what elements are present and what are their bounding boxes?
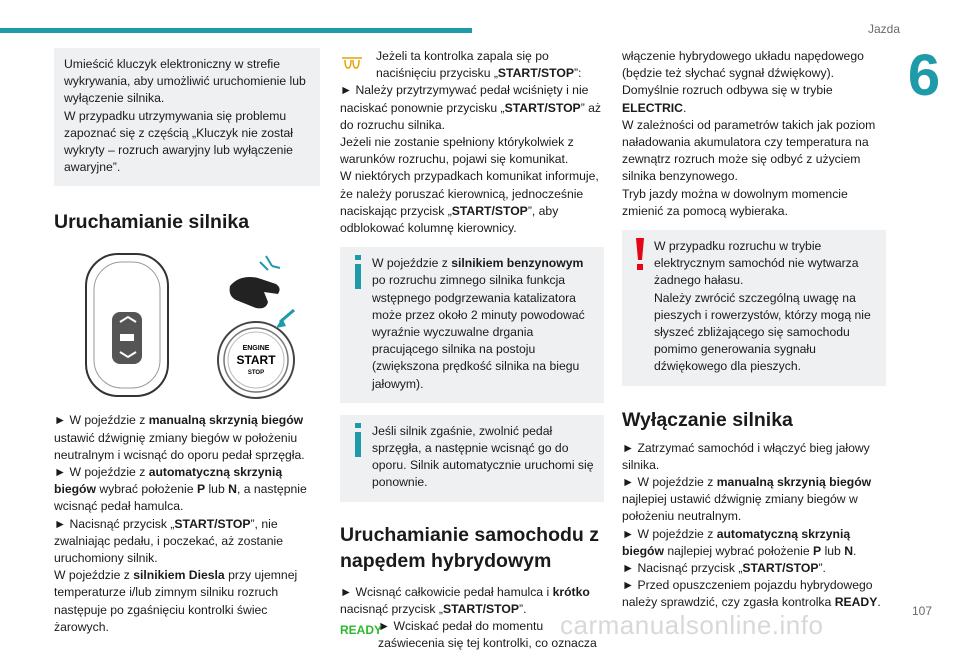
key-fob-icon — [86, 254, 168, 396]
info-box-stall: Jeśli silnik zgaśnie, zwolnić pedał sprzęgła, a następnie wcisnąć go do oporu. Silnik automatycznie uruchomi się ponownie. — [340, 415, 604, 502]
section-title: Jazda — [867, 22, 900, 36]
lamp-text-1: Jeżeli ta kontrolka zapala się po naciśnięciu przycisku „START/STOP”: — [376, 49, 582, 81]
info-box-petrol: W pojeździe z silnikiem benzynowym po rozruchu zimnego silnika funkcja wstępnego podgrzewania katalizatora może przez około 2 minuty powodować wyraźnie wyczuwalne drgania pracującego silnika na postoju (zwiększona prędkość silnika na biegu jałowym). — [340, 247, 604, 403]
para-press-start-stop: ► Nacisnąć przycisk „START/STOP”, nie zwalniając pedału, i poczekać, aż zostanie uruchomiony silnik. — [54, 516, 283, 566]
para-stop-4: ► Nacisnąć przycisk „START/STOP”. — [622, 561, 826, 576]
info-icon — [348, 255, 368, 289]
glow-plug-warning-icon — [340, 54, 364, 70]
lamp-text-4: W niektórych przypadkach komunikat informuje, że należy poruszać kierownicą, jednocześnie naciskając przycisk „START/STOP”, aby odblokować kolumnę kierownicy. — [340, 169, 599, 236]
para-stop-5: ► Przed opuszczeniem pojazdu hybrydowego należy sprawdzić, czy zgasła kontrolka READY. — [622, 578, 881, 610]
note-key-text: Umieścić kluczyk elektroniczny w strefie wykrywania, aby umożliwić uruchomienie lub wyłączenie silnika. W przypadku utrzymywania się problemu zapoznać się z częścią „Kluczyk nie został wykryty – rozruch awaryjny lub wyłączenie awaryjne”. — [64, 57, 306, 175]
ready-lamp-icon: READY — [340, 623, 383, 638]
button-label-start: START — [236, 353, 276, 368]
heading-stop-engine: Wyłączanie silnika — [622, 408, 793, 431]
para-ready: ► Wciskać pedał do momentu zaświecenia się tej kontrolki, co oznacza — [378, 619, 597, 651]
para-hybrid-on: włączenie hybrydowego układu napędowego (będzie też słychać sygnał dźwiękowy). — [622, 49, 864, 81]
note-box-key — [54, 48, 320, 186]
para-stop-1: ► Zatrzymać samochód i włączyć bieg jałowy silnika. — [622, 440, 870, 472]
heading-start-hybrid: Uruchamianie samochodu z napędem hybrydowym — [340, 523, 599, 572]
para-diesel: W pojeździe z silnikiem Diesla przy ujemnej temperaturze i/lub zimnym silniku rozruch następuje po zgaśnięciu kontrolki świec żarowych. — [54, 568, 298, 634]
header-accent-bar — [0, 28, 472, 33]
para-manual-gearbox: ► W pojeździe z manualną skrzynią biegów ustawić dźwignię zmiany biegów w położeniu neutralnym i wcisnąć do oporu pedał sprzęgła. — [54, 413, 305, 462]
para-stop-2: ► W pojeździe z manualną skrzynią biegów najlepiej ustawić dźwignię zmiany biegów w położeniu neutralnym. — [622, 475, 872, 524]
para-automatic-gearbox: ► W pojeździe z automatyczną skrzynią biegów wybrać położenie P lub N, a następnie wcisnąć pedał hamulca. — [54, 465, 307, 514]
engine-start-stop-button-icon — [218, 310, 294, 398]
lamp-text-3: Jeżeli nie zostanie spełniony którykolwiek z warunków rozruchu, pojawi się komunikat. — [340, 135, 574, 167]
column-3 — [622, 48, 886, 612]
button-label-stop: STOP — [247, 370, 265, 377]
para-petrol-start: W zależności od parametrów takich jak poziom naładowania akumulatora czy temperatura na zewnątrz rozruch może się odbyć z użyciem silnika benzynowego. — [622, 117, 876, 184]
heading-start-engine: Uruchamianie silnika — [54, 211, 250, 234]
column-1 — [54, 48, 320, 636]
para-default-mode: Domyślnie rozruch odbywa się w trybie ELECTRIC. — [622, 83, 833, 115]
watermark: carmanualsonline.info — [560, 610, 824, 640]
lamp-notice — [340, 48, 604, 82]
start-engine-illustration — [80, 252, 330, 400]
page-number: 107 — [911, 604, 932, 618]
para-hybrid-brake: ► Wcisnąć całkowicie pedał hamulca i krótko nacisnąć przycisk „START/STOP”. — [340, 584, 590, 616]
chapter-number: 6 — [888, 40, 960, 112]
hand-press-icon — [230, 256, 280, 308]
para-stop-3: ► W pojeździe z automatyczną skrzynią biegów najlepiej wybrać położenie P lub N. — [622, 526, 857, 558]
warning-icon — [630, 238, 650, 272]
warning-box-silent: W przypadku rozruchu w trybie elektrycznym samochód nie wytwarza żadnego hałasu. Należy zwrócić szczególną uwagę na pieszych i rowerzystów, którzy mogą nie słyszeć zbliżającego się samochodu pomimo generowania sygnału dźwiękowego dla pieszych. — [622, 230, 886, 386]
para-mode-change: Tryb jazdy można w dowolnym momencie zmienić za pomocą wybieraka. — [622, 186, 848, 218]
column-2 — [340, 48, 604, 652]
info-icon — [348, 423, 368, 457]
lamp-text-2: ► Należy przytrzymywać pedał wciśnięty i nie naciskać ponownie przycisku „START/STOP” aż do rozruchu silnika. — [340, 83, 602, 132]
button-label-engine: ENGINE — [242, 345, 270, 353]
